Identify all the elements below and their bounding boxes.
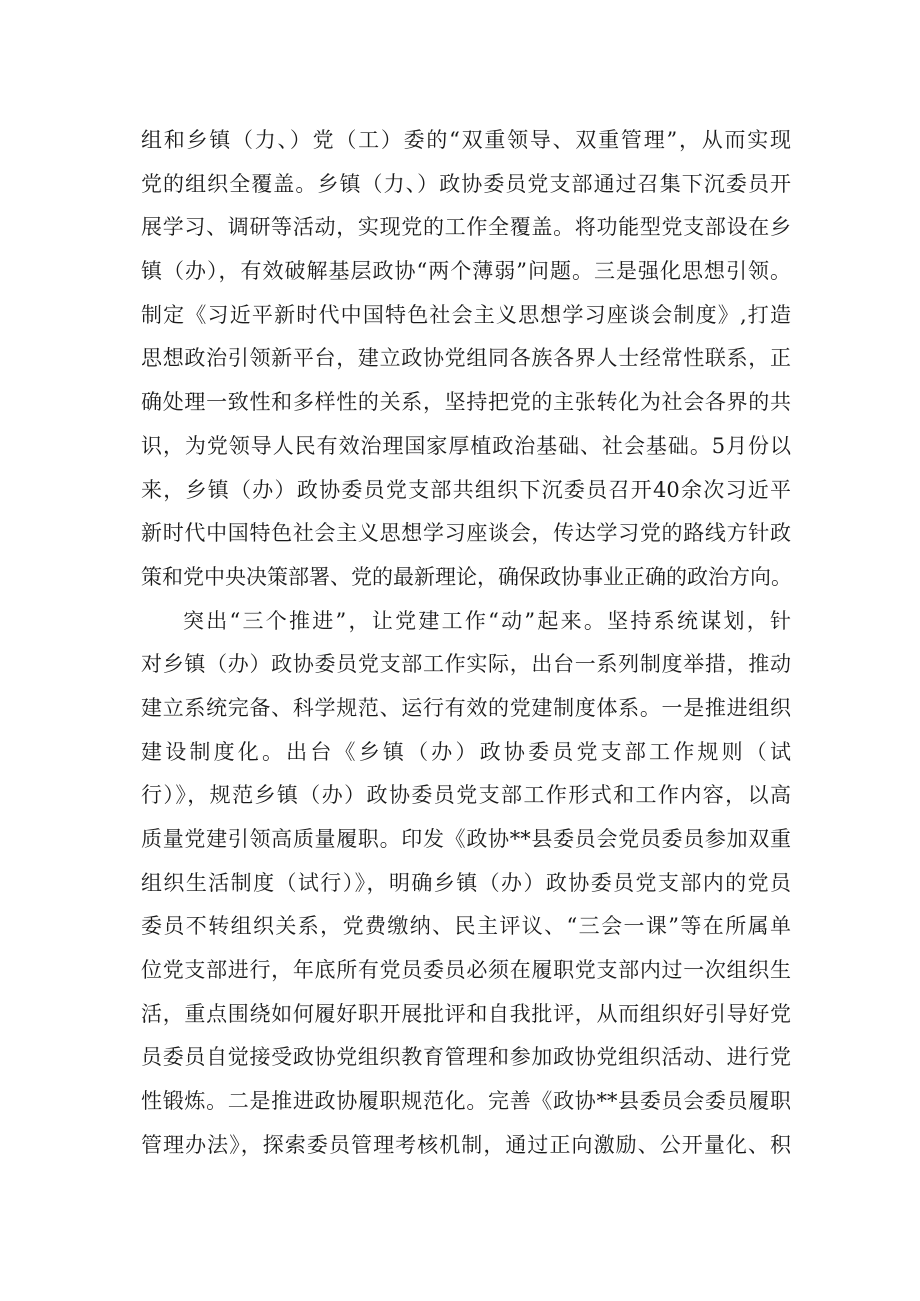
- text-line: 来，乡镇（办）政协委员党支部共组织下沉委员召开40余次习近平: [141, 477, 791, 502]
- text-line: 识，为党领导人民有效治理国家厚植政治基础、社会基础。5月份以: [141, 433, 791, 458]
- text-line: 建设制度化。出台《乡镇（办）政协委员党支部工作规则（试: [141, 739, 791, 764]
- text-line: 新时代中国特色社会主义思想学习座谈会，传达学习党的路线方针政: [141, 521, 791, 546]
- text-line: 展学习、调研等活动，实现党的工作全覆盖。将功能型党支部设在乡: [141, 215, 791, 240]
- paragraph-first-line: 突出“三个推进”，让党建工作“动”起来。坚持系统谋划，针: [183, 608, 791, 633]
- body-text: [141, 119, 791, 1168]
- text-line: 镇（办），有效破解基层政协“两个薄弱”问题。三是强化思想引领。: [141, 259, 791, 284]
- text-line: 思想政治引领新平台，建立政协党组同各族各界人士经常性联系，正: [141, 346, 791, 371]
- text-line: 性锻炼。二是推进政协履职规范化。完善《政协**县委员会委员履职: [141, 1089, 791, 1114]
- text-line: 活，重点围绕如何履好职开展批评和自我批评，从而组织好引导好党: [141, 1001, 791, 1026]
- text-line: 策和党中央决策部署、党的最新理论，确保政协事业正确的政治方向。: [141, 564, 792, 589]
- text-line: 党的组织全覆盖。乡镇（力、）政协委员党支部通过召集下沉委员开: [141, 171, 791, 196]
- text-line: 组织生活制度（试行）》，明确乡镇（办）政协委员党支部内的党员: [141, 870, 791, 895]
- text-line: 质量党建引领高质量履职。印发《政协**县委员会党员委员参加双重: [141, 827, 791, 851]
- text-line: 建立系统完备、科学规范、运行有效的党建制度体系。一是推进组织: [141, 695, 791, 720]
- text-line: 确处理一致性和多样性的关系，坚持把党的主张转化为社会各界的共: [141, 390, 791, 415]
- text-line: 制定《习近平新时代中国特色社会主义思想学习座谈会制度》,打造: [141, 302, 791, 327]
- text-line: 员委员自觉接受政协党组织教育管理和参加政协党组织活动、进行党: [141, 1045, 791, 1070]
- text-line: 组和乡镇（力、）党（工）委的“双重领导、双重管理”，从而实现: [141, 128, 791, 152]
- text-line: 管理办法》，探索委员管理考核机制，通过正向激励、公开量化、积: [141, 1132, 791, 1157]
- text-line: 对乡镇（办）政协委员党支部工作实际，出台一系列制度举措，推动: [141, 652, 791, 677]
- text-line: 委员不转组织关系，党费缴纳、民主评议、“三会一课”等在所属单: [141, 914, 791, 939]
- text-line: 行）》，规范乡镇（办）政协委员党支部工作形式和工作内容，以高: [141, 783, 791, 808]
- text-line: 位党支部进行，年底所有党员委员必须在履职党支部内过一次组织生: [141, 958, 791, 983]
